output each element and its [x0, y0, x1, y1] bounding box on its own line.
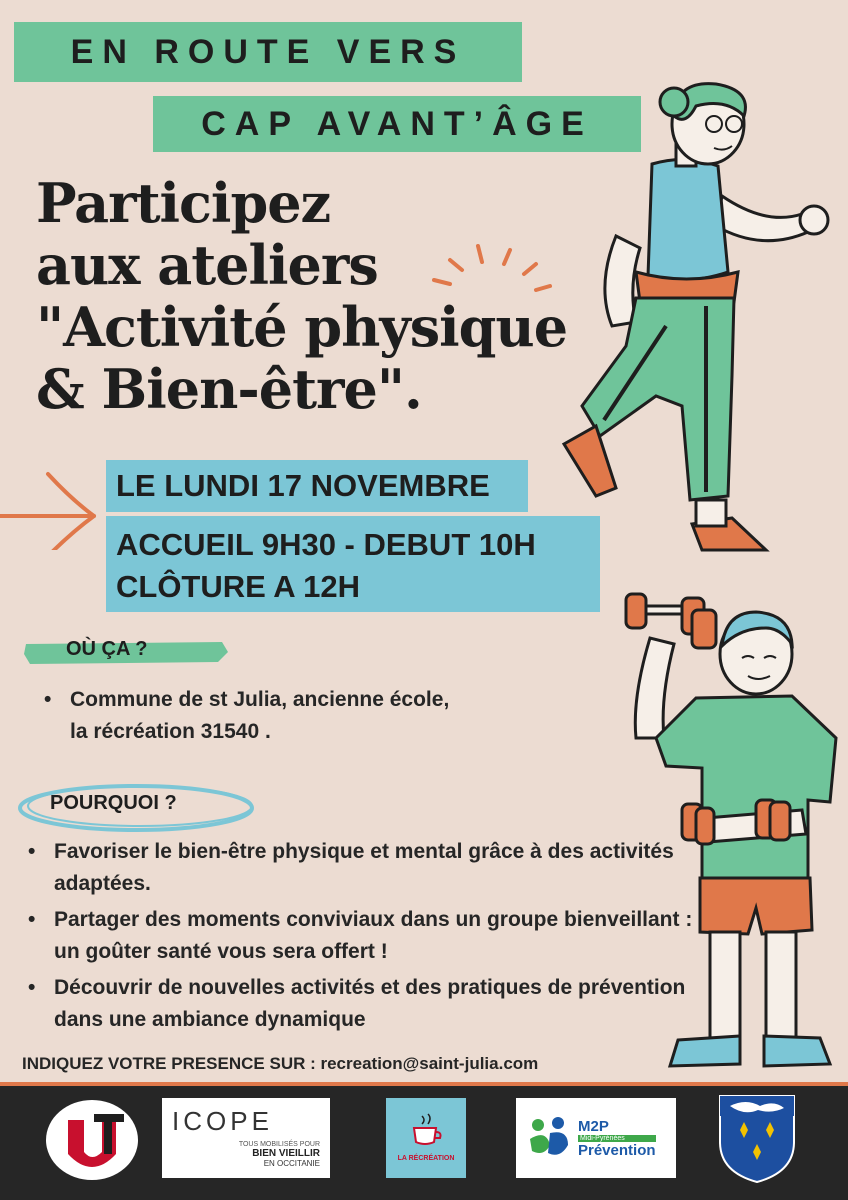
icope-line-2: BIEN VIEILLIR	[252, 1148, 320, 1159]
running-woman-illustration	[556, 76, 846, 566]
time-box	[106, 516, 600, 612]
list-item: • Découvrir de nouvelles activités et des pratiques de prévention dans une ambiance dynamique	[28, 972, 698, 1036]
m2p-people-icon	[526, 1115, 572, 1161]
ut-logo-icon	[46, 1100, 138, 1180]
headline-line-4: & Bien-être".	[36, 357, 422, 421]
presence-contact: INDIQUEZ VOTRE PRESENCE SUR : recreation@saint-julia.com	[22, 1054, 539, 1073]
list-item: • Partager des moments conviviaux dans un groupe bienveillant : un goûter santé vous sera offert !	[28, 904, 698, 968]
motion-rays-icon	[428, 240, 568, 300]
arrow-right-icon	[0, 470, 100, 550]
m2p-title: M2P	[578, 1117, 609, 1135]
why-list	[28, 836, 698, 1040]
date-text: LE LUNDI 17 NOVEMBRE	[116, 468, 490, 503]
date-box	[106, 460, 528, 512]
ut-logo	[46, 1100, 138, 1180]
where-line-2: la récréation 31540 .	[70, 720, 271, 743]
icope-logo	[162, 1098, 330, 1178]
m2p-logo	[516, 1098, 676, 1178]
header-line-1: EN ROUTE VERS	[70, 32, 466, 71]
headline-line-3: "Activité physique	[36, 295, 568, 359]
header-line-2: CAP AVANT’ÂGE	[201, 104, 593, 143]
recreation-name: LA RÉCRÉATION	[397, 1155, 455, 1162]
where-label: OÙ ÇA ?	[66, 638, 148, 660]
recreation-logo	[386, 1098, 466, 1178]
m2p-subtitle: Midi-Pyrénées	[578, 1135, 656, 1142]
icope-title: ICOPE	[172, 1106, 273, 1136]
icope-line-3: EN OCCITANIE	[263, 1159, 320, 1168]
coat-of-arms-logo	[716, 1092, 798, 1184]
headline-line-1: Participez	[36, 171, 331, 235]
headline-line-2: aux ateliers	[36, 233, 378, 297]
coffee-cup-icon	[406, 1110, 446, 1150]
m2p-brand: Prévention	[578, 1141, 656, 1159]
man-dumbbells-illustration	[616, 588, 844, 1074]
where-line-1: Commune de st Julia, ancienne école,	[70, 688, 450, 711]
why-label: POURQUOI ?	[50, 792, 177, 814]
icope-line-1: TOUS MOBILISÉS POUR	[238, 1141, 320, 1148]
where-list	[44, 684, 564, 748]
list-item	[44, 684, 564, 748]
list-item: • Favoriser le bien-être physique et mental grâce à des activités adaptées.	[28, 836, 698, 900]
header-band-en-route	[14, 22, 522, 82]
time-line-2: CLÔTURE A 12H	[116, 569, 361, 604]
time-line-1: ACCUEIL 9H30 - DEBUT 10H	[116, 527, 536, 562]
